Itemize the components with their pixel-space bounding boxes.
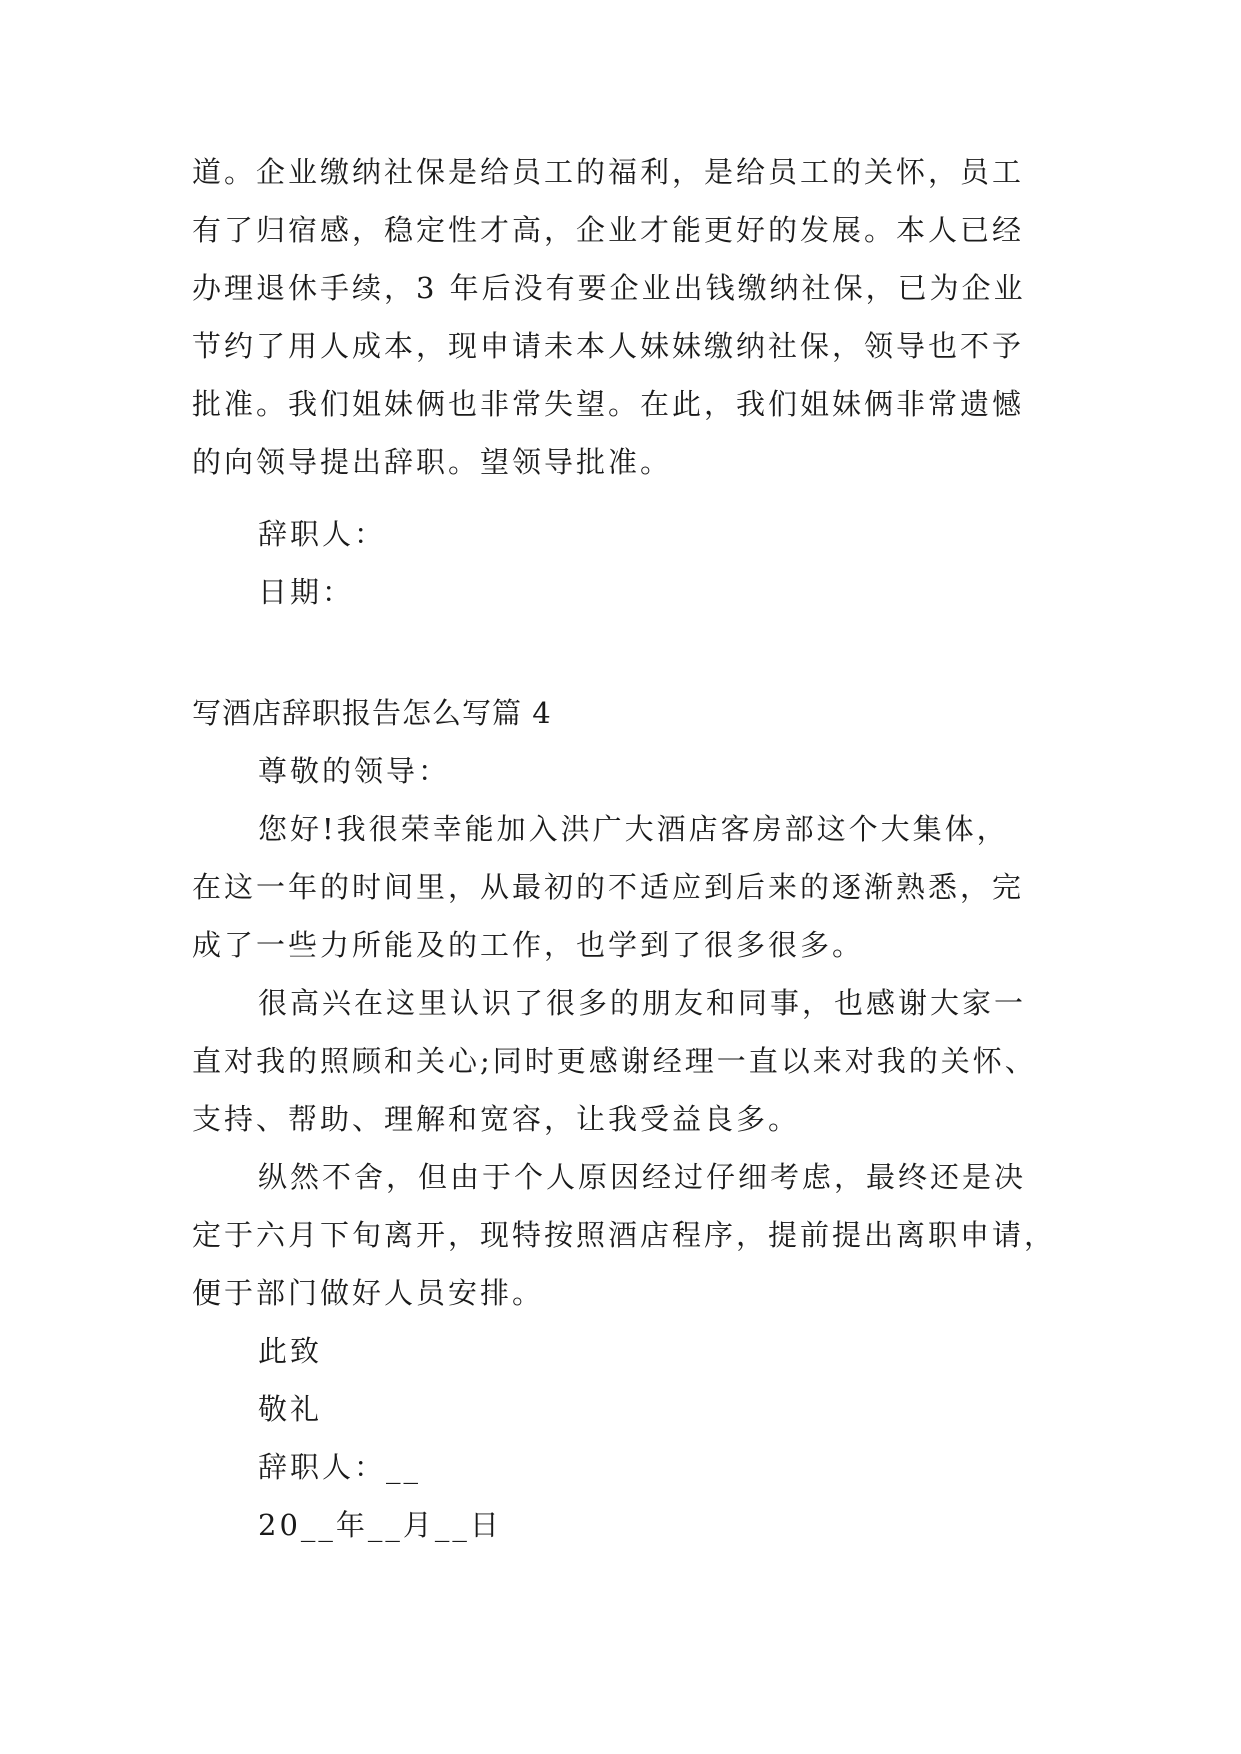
paragraph-line: 很高兴在这里认识了很多的朋友和同事，也感谢大家一 <box>258 986 1027 1020</box>
signature-line: 辞职人：__ <box>258 1450 422 1484</box>
paragraph-line: 有了归宿感，稳定性才高，企业才能更好的发展。本人已经 <box>192 213 1025 247</box>
paragraph-line: 直对我的照顾和关心;同时更感谢经理一直以来对我的关怀、 <box>192 1044 1037 1078</box>
paragraph-line: 定于六月下旬离开，现特按照酒店程序，提前提出离职申请， <box>192 1218 1057 1252</box>
paragraph-line: 批准。我们姐妹俩也非常失望。在此，我们姐妹俩非常遗憾 <box>192 387 1025 421</box>
paragraph-line: 成了一些力所能及的工作，也学到了很多很多。 <box>192 928 865 962</box>
paragraph-line: 纵然不舍，但由于个人原因经过仔细考虑，最终还是决 <box>258 1160 1027 1194</box>
date-label: 日期： <box>258 575 355 609</box>
paragraph-line: 道。企业缴纳社保是给员工的福利，是给员工的关怀，员工 <box>192 155 1025 189</box>
closing-line: 此致 <box>258 1334 323 1368</box>
paragraph-line: 的向领导提出辞职。望领导批准。 <box>192 445 673 479</box>
resigner-label: 辞职人： <box>258 517 387 551</box>
paragraph-line: 支持、帮助、理解和宽容，让我受益良多。 <box>192 1102 801 1136</box>
paragraph-line: 节约了用人成本，现申请未本人妹妹缴纳社保，领导也不予 <box>192 329 1025 363</box>
paragraph-line: 办理退休手续，3 年后没有要企业出钱缴纳社保，已为企业 <box>192 271 1026 305</box>
section-title: 写酒店辞职报告怎么写篇 4 <box>192 696 552 730</box>
date-line: 20__年__月__日 <box>258 1508 502 1542</box>
salutation: 尊敬的领导： <box>258 754 451 788</box>
closing-line: 敬礼 <box>258 1392 323 1426</box>
paragraph-line: 在这一年的时间里，从最初的不适应到后来的逐渐熟悉，完 <box>192 870 1025 904</box>
paragraph-line: 您好!我很荣幸能加入洪广大酒店客房部这个大集体， <box>258 812 1009 846</box>
paragraph-line: 便于部门做好人员安排。 <box>192 1276 545 1310</box>
